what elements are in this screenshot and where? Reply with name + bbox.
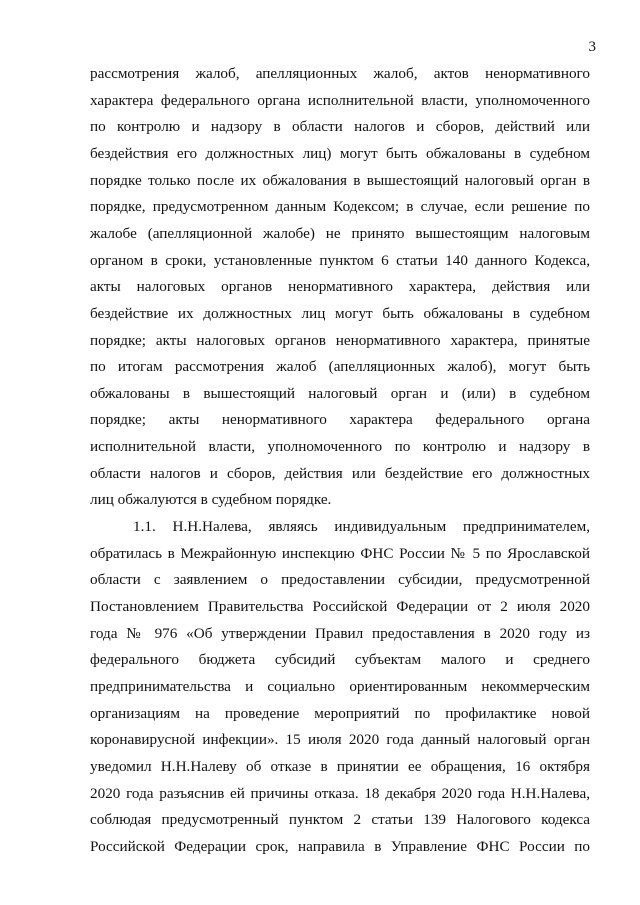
text-line: исполнительной власти, уполномоченного по контролю и надзору в bbox=[90, 438, 590, 456]
text-line: 1.1. Н.Н.Налева, являясь индивидуальным предпринимателем, bbox=[133, 518, 590, 536]
text-line: характера федерального органа исполнительной власти, уполномоченного bbox=[90, 91, 590, 109]
text-line: акты налоговых органов ненормативного характера, действия или bbox=[90, 278, 590, 296]
text-line: Постановлением Правительства Российской Федерации от 2 июля 2020 bbox=[90, 598, 590, 615]
text-line: порядке; акты налоговых органов ненормативного характера, принятые bbox=[90, 331, 590, 349]
text-line: года № 976 «Об утверждении Правил предоставления в 2020 году из bbox=[90, 624, 590, 642]
text-line: области с заявлением о предоставлении субсидии, предусмотренной bbox=[90, 571, 590, 589]
text-line: соблюдая предусмотренный пунктом 2 статьи 139 Налогового кодекса bbox=[90, 811, 590, 829]
text-line: обжалованы в вышестоящий налоговый орган и (или) в судебном bbox=[90, 384, 590, 402]
text-line: бездействие их должностных лиц могут быть обжалованы в судебном bbox=[90, 304, 590, 322]
text-line: обратилась в Межрайонную инспекцию ФНС России № 5 по Ярославской bbox=[90, 544, 590, 562]
text-line: бездействия его должностных лиц) могут быть обжалованы в судебном bbox=[90, 144, 590, 162]
text-line: 2020 года разъяснив ей причины отказа. 18 декабря 2020 года Н.Н.Налева, bbox=[90, 784, 590, 802]
page-number: 3 bbox=[588, 39, 596, 55]
text-line: рассмотрения жалоб, апелляционных жалоб, актов ненормативного bbox=[90, 65, 590, 82]
text-line: органом в сроки, установленные пунктом 6 статьи 140 данного Кодекса, bbox=[90, 251, 590, 269]
text-line: жалобе (апелляционной жалобе) не принято вышестоящим налоговым bbox=[90, 224, 590, 242]
text-line: порядке только после их обжалования в вышестоящий налоговый орган в bbox=[90, 171, 590, 189]
text-line: порядке, предусмотренном данным Кодексом; в случае, если решение по bbox=[90, 198, 590, 216]
text-line: лиц обжалуются в судебном порядке. bbox=[90, 491, 332, 509]
text-line: организациям на проведение мероприятий по профилактике новой bbox=[90, 704, 590, 722]
text-line: уведомил Н.Н.Налеву об отказе в принятии ее обращения, 16 октября bbox=[90, 757, 590, 775]
text-line: предпринимательства и социально ориентированным некоммерческим bbox=[90, 677, 590, 695]
text-line: по итогам рассмотрения жалоб (апелляционных жалоб), могут быть bbox=[90, 358, 590, 376]
text-line: порядке; акты ненормативного характера федерального органа bbox=[90, 411, 590, 429]
text-line: федерального бюджета субсидий субъектам малого и среднего bbox=[90, 651, 590, 669]
text-line: по контролю и надзору в области налогов и сборов, действий или bbox=[90, 118, 590, 136]
text-line: области налогов и сборов, действия или бездействие его должностных bbox=[90, 464, 590, 482]
text-line: Российской Федерации срок, направила в Управление ФНС России по bbox=[90, 837, 590, 855]
text-line: коронавирусной инфекции». 15 июля 2020 года данный налоговый орган bbox=[90, 731, 590, 749]
